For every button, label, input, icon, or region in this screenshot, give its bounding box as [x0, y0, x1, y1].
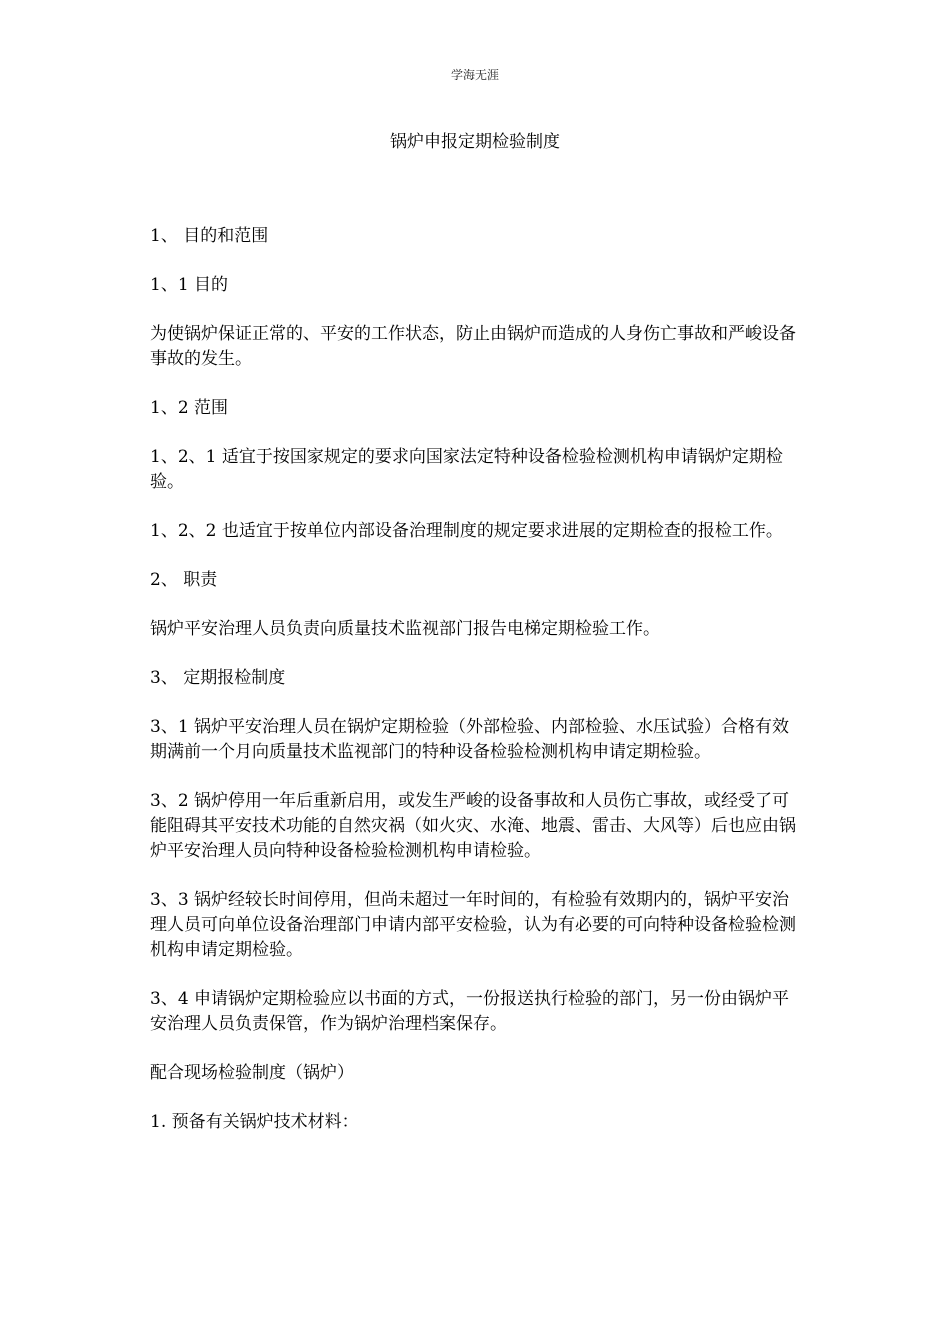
section-heading-2: 2、 职责: [150, 570, 218, 590]
section-heading-1: 1、 目的和范围: [150, 226, 269, 246]
paragraph-3-2: 3、2 锅炉停用一年后重新启用，或发生严峻的设备事故和人员伤亡事故，或经受了可能阻碍其平安技术功能的自然灾祸（如火灾、水淹、地震、雷击、大风等）后也应由锅炉平安治理人员向特种设备检验检测机构申请检验。: [150, 791, 796, 861]
paragraph-duties: 锅炉平安治理人员负责向质量技术监视部门报告电梯定期检验工作。: [150, 619, 660, 639]
document-body: [150, 224, 805, 1159]
paragraph-3-1: 3、1 锅炉平安治理人员在锅炉定期检验（外部检验、内部检验、水压试验）合格有效期满前一个月向质量技术监视部门的特种设备检验检测机构申请定期检验。: [150, 717, 790, 762]
subsection-heading-1-2: 1、2 范围: [150, 398, 229, 418]
document-title: 锅炉申报定期检验制度: [390, 132, 560, 152]
paragraph-3-4: 3、4 申请锅炉定期检验应以书面的方式，一份报送执行检验的部门，另一份由锅炉平安治理人员负责保管，作为锅炉治理档案保存。: [150, 989, 790, 1034]
subsection-heading-1-1: 1、1 目的: [150, 275, 229, 295]
paragraph-3-3: 3、3 锅炉经较长时间停用，但尚未超过一年时间的，有检验有效期内的，锅炉平安治理人员可向单位设备治理部门申请内部平安检验，认为有必要的可向特种设备检验检测机构申请定期检验。: [150, 890, 796, 960]
paragraph-scope-2: 1、2、2 也适宜于按单位内部设备治理制度的规定要求进展的定期检查的报检工作。: [150, 521, 783, 541]
section-heading-inspection: 配合现场检验制度（锅炉）: [150, 1063, 354, 1083]
section-heading-3: 3、 定期报检制度: [150, 668, 286, 688]
page-header: 学海无涯: [450, 68, 499, 82]
paragraph-scope-1: 1、2、1 适宜于按国家规定的要求向国家法定特种设备检验检测机构申请锅炉定期检验。: [150, 447, 783, 492]
list-item-1: 1. 预备有关锅炉技术材料：: [150, 1112, 359, 1132]
paragraph-purpose: 为使锅炉保证正常的、平安的工作状态，防止由锅炉而造成的人身伤亡事故和严峻设备事故的发生。: [150, 324, 796, 369]
